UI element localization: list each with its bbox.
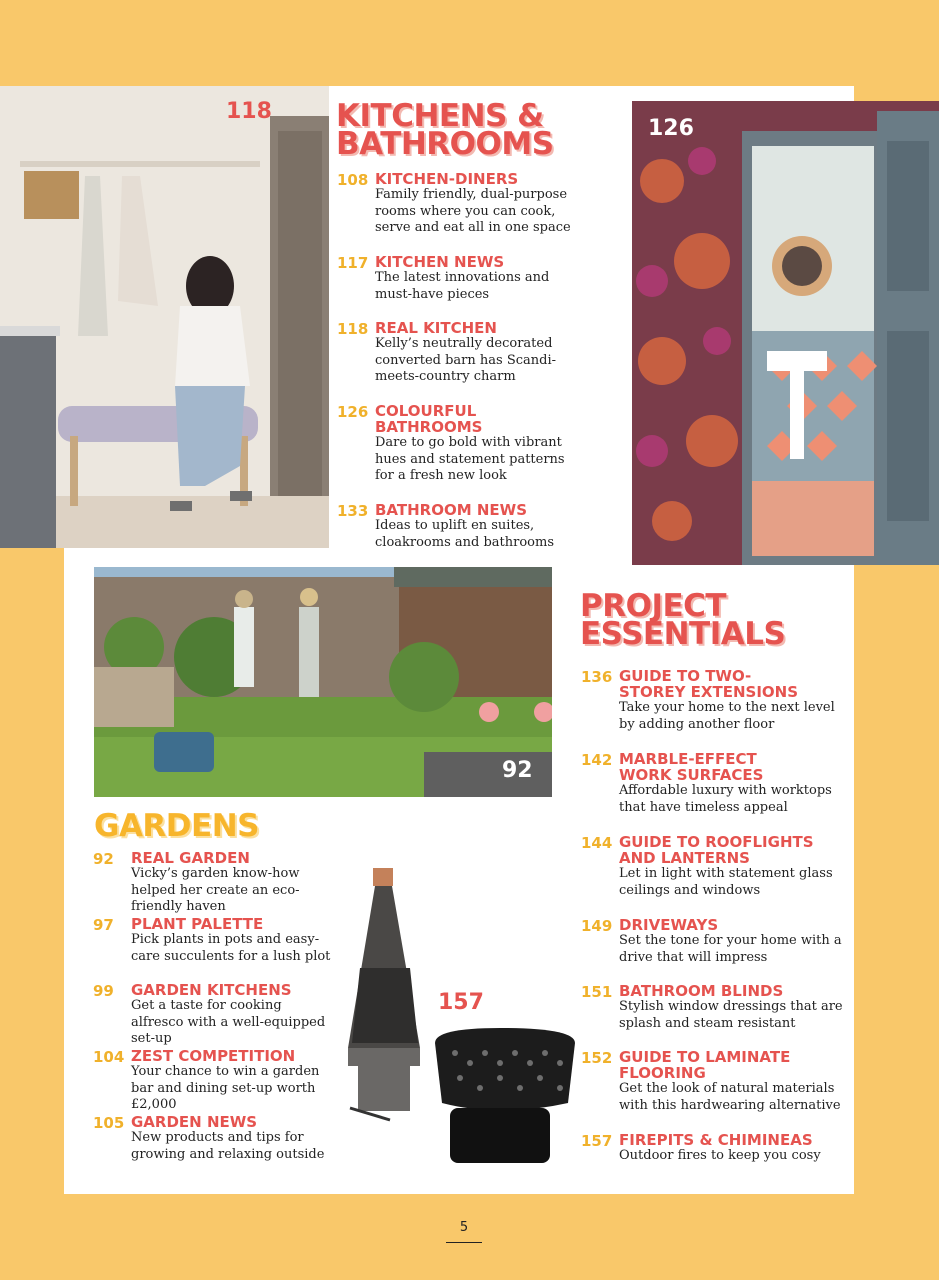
- toc-entry[interactable]: 99 GARDEN KITCHENS Get a taste for cooking alfresco with a well-equipped set-up: [93, 981, 326, 1046]
- garden-photo-page-number: 92: [502, 758, 533, 783]
- toc-entry[interactable]: 104 ZEST COMPETITION Your chance to win a garden bar and dining set-up worth £2,000: [93, 1047, 320, 1112]
- toc-entry[interactable]: 157 FIREPITS & CHIMINEAS Outdoor fires to keep you cosy: [581, 1131, 821, 1163]
- toc-entry[interactable]: 126 COLOURFUL BATHROOMS Dare to go bold with vibrant hues and statement patterns for a fresh new look: [337, 402, 565, 483]
- toc-entry[interactable]: 105 GARDEN NEWS New products and tips for growing and relaxing outside: [93, 1113, 325, 1162]
- toc-entry[interactable]: 92 REAL GARDEN Vicky’s garden know-how helped her create an eco-friendly haven: [93, 849, 300, 914]
- toc-entry[interactable]: 97 PLANT PALETTE Pick plants in pots and easy-care succulents for a lush plot: [93, 915, 331, 964]
- toc-entry[interactable]: 108 KITCHEN-DINERS Family friendly, dual-purpose rooms where you can cook, serve and eat all in one space: [337, 170, 571, 235]
- toc-entry[interactable]: 149 DRIVEWAYS Set the tone for your home with a drive that will impress: [581, 916, 842, 965]
- toc-entry[interactable]: 152 GUIDE TO LAMINATE FLOORING Get the look of natural materials with this hardwearing alternative: [581, 1048, 841, 1113]
- toc-entry[interactable]: 118 REAL KITCHEN Kelly’s neutrally decorated converted barn has Scandi-meets-country charm: [337, 319, 557, 384]
- toc-entry[interactable]: 151 BATHROOM BLINDS Stylish window dressings that are splash and steam resistant: [581, 982, 843, 1031]
- page-number: 5: [459, 1220, 469, 1235]
- kitchen-photo: [0, 86, 329, 548]
- section-title-project: PROJECT ESSENTIALS: [580, 588, 786, 652]
- firepit-page-number: 157: [438, 990, 484, 1015]
- firepit-chiminea-image: [340, 868, 580, 1178]
- toc-entry[interactable]: 133 BATHROOM NEWS Ideas to uplift en suites, cloakrooms and bathrooms: [337, 501, 555, 550]
- section-title-kitchens: KITCHENS & BATHROOMS: [336, 98, 554, 162]
- toc-entry[interactable]: 142 MARBLE-EFFECT WORK SURFACES Affordable luxury with worktops that have timeless appeal: [581, 750, 832, 815]
- page-number-underline: [446, 1242, 482, 1243]
- bathroom-photo-page-number: 126: [648, 116, 694, 141]
- toc-entry[interactable]: 136 GUIDE TO TWO-STOREY EXTENSIONS Take your home to the next level by adding another floor: [581, 667, 835, 732]
- bathroom-photo: [632, 101, 939, 565]
- toc-entry[interactable]: 144 GUIDE TO ROOFLIGHTS AND LANTERNS Let in light with statement glass ceilings and windows: [581, 833, 833, 898]
- section-title-gardens: GARDENS: [94, 808, 259, 844]
- garden-photo: [94, 567, 552, 797]
- kitchen-photo-page-number: 118: [226, 99, 272, 124]
- toc-entry[interactable]: 117 KITCHEN NEWS The latest innovations and must-have pieces: [337, 253, 550, 302]
